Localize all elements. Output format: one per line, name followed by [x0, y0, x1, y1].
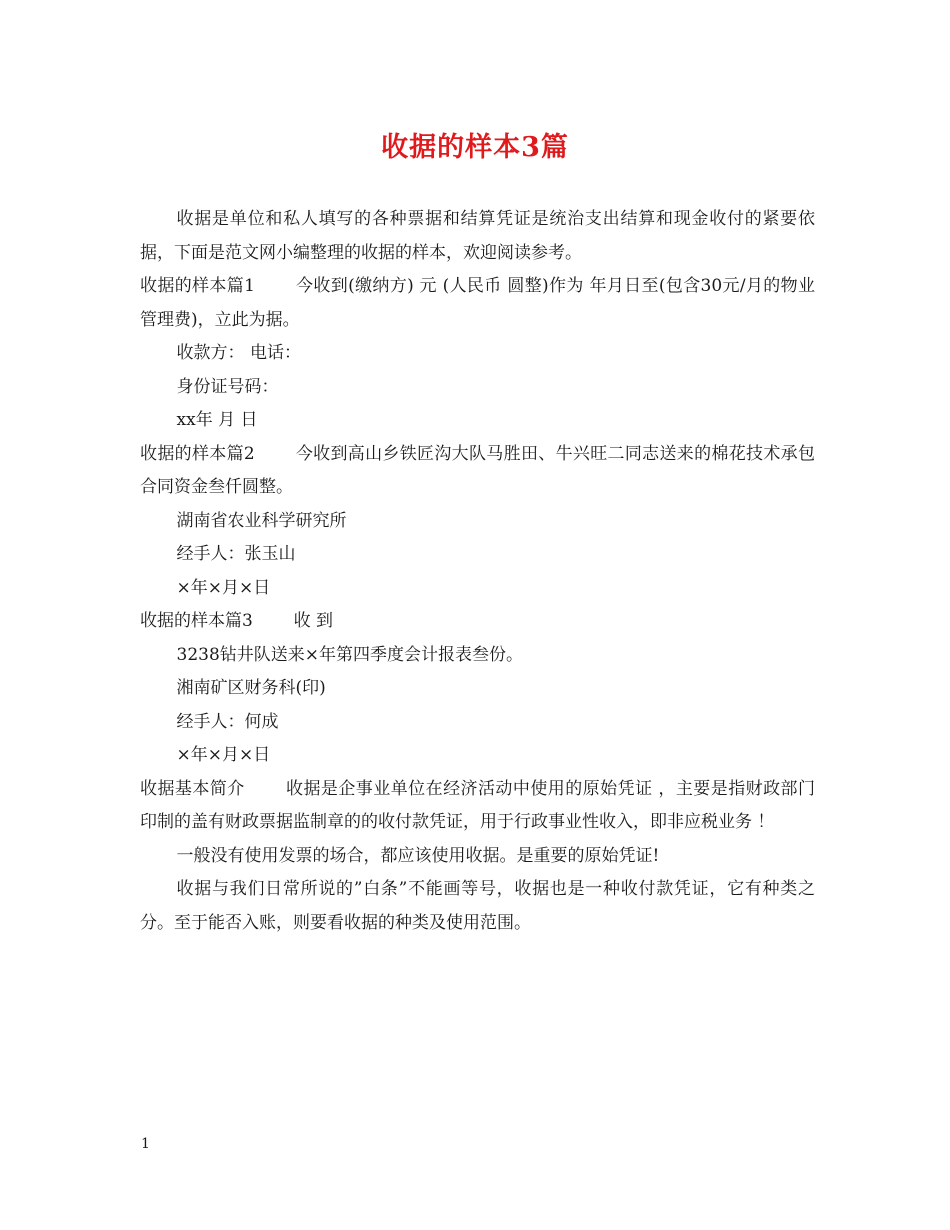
sample1-heading: 收据的样本篇1: [140, 276, 255, 296]
sample3-heading: 收据的样本篇3: [140, 611, 253, 631]
sample2-paragraph: [140, 438, 815, 505]
sample3-org: 湘南矿区财务科(印): [176, 678, 326, 698]
intro-paragraph: 收据是单位和私人填写的各种票据和结算凭证是统治支出结算和现金收付的紧要依据，下面是范文网小编整理的收据的样本，欢迎阅读参考。: [140, 209, 815, 263]
sample2-heading: 收据的样本篇2: [140, 443, 255, 464]
sample1-text: 今收到(缴纳方) 元 (人民币 圆整)作为 年月日至(包含30元/月的物业管理费)，立此为据。: [140, 276, 815, 330]
document-body: [140, 203, 815, 940]
sample3-paragraph: [140, 605, 815, 639]
sample2-text: 今收到高山乡铁匠沟大队马胜田、牛兴旺二同志送来的棉花技术承包合同资金叁仟圆整。: [140, 443, 815, 497]
sample1-payee: 收款方： 电话：: [176, 343, 301, 363]
page-number: 1: [141, 1136, 150, 1152]
document-title: 收据的样本3篇: [381, 132, 569, 163]
sample3-date: ×年×月×日: [176, 745, 271, 765]
intro-basic-heading: 收据基本简介: [140, 778, 245, 799]
baitiao-paragraph: 收据与我们日常所说的”白条”不能画等号，收据也是一种收付款凭证，它有种类之分。至于能否入账，则要看收据的种类及使用范围。: [140, 879, 815, 933]
sample3-handler: 经手人：何成: [176, 711, 279, 732]
sample2-org: 湖南省农业科学研究所: [176, 510, 347, 531]
sample3-text: 收 到: [293, 611, 334, 631]
sample1-date: xx年 月 日: [176, 410, 258, 430]
sample1-id-number: 身份证号码：: [176, 376, 279, 397]
intro-basic-paragraph: [140, 773, 815, 840]
intro-basic-text: 收据是企事业单位在经济活动中使用的原始凭证 ，主要是指财政部门印制的盖有财政票据监制章的的收付款凭证，用于行政事业性收入，即非应税业务 ！: [140, 778, 816, 832]
sample1-paragraph: [140, 270, 815, 337]
sample2-date: ×年×月×日: [176, 577, 271, 598]
sample3-content: 3238钻井队送来×年第四季度会计报表叁份。: [176, 644, 524, 665]
sample2-handler: 经手人：张玉山: [176, 544, 296, 564]
general-paragraph: 一般没有使用发票的场合，都应该使用收据。是重要的原始凭证!: [176, 845, 660, 866]
